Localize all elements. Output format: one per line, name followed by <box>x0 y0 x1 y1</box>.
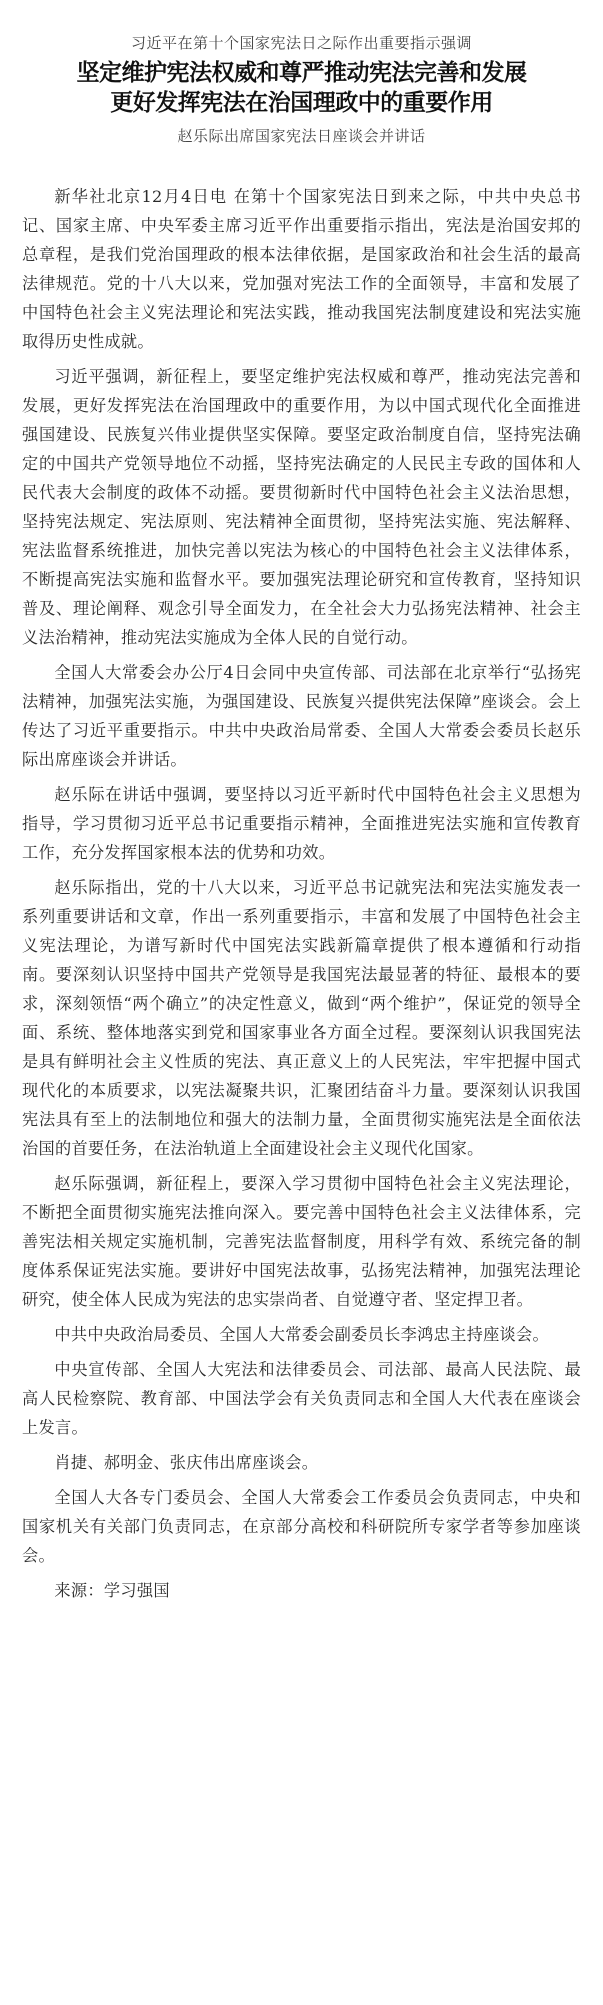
article-body <box>22 182 581 1605</box>
article-kicker: 习近平在第十个国家宪法日之际作出重要指示强调 <box>130 34 472 52</box>
paragraph: 赵乐际在讲话中强调，要坚持以习近平新时代中国特色社会主义思想为指导，学习贯彻习近平总书记重要指示精神，全面推进宪法实施和宣传教育工作，充分发挥国家根本法的优势和功效。 <box>22 785 581 862</box>
paragraph: 中共中央政治局委员、全国人大常委会副委员长李鸿忠主持座谈会。 <box>54 1325 550 1344</box>
headline-line-1: 坚定维护宪法权威和尊严推动宪法完善和发展 <box>76 60 527 86</box>
article-headline <box>22 58 581 118</box>
paragraph: 肖捷、郝明金、张庆伟出席座谈会。 <box>54 1453 319 1472</box>
article-subhead: 赵乐际出席国家宪法日座谈会并讲话 <box>177 127 426 145</box>
paragraph: 习近平强调，新征程上，要坚定维护宪法权威和尊严，推动宪法完善和发展，更好发挥宪法在治国理政中的重要作用，为以中国式现代化全面推进强国建设、民族复兴伟业提供坚实保障。要坚定政治制度自信，坚持宪法确定的中国共产党领导地位不动摇，坚持宪法确定的人民民主专政的国体和人民代表大会制度的政体不动摇。要贯彻新时代中国特色社会主义法治思想，坚持宪法规定、宪法原则、宪法精神全面贯彻，坚持宪法实施、宪法解释、宪法监督系统推进，加快完善以宪法为核心的中国特色社会主义法律体系，不断提高宪法实施和监督水平。要加强宪法理论研究和宣传教育，坚持知识普及、理论阐释、观念引导全面发力，在全社会大力弘扬宪法精神、社会主义法治精神，推动宪法实施成为全体人民的自觉行动。 <box>22 367 581 647</box>
paragraph: 全国人大各专门委员会、全国人大常委会工作委员会负责同志，中央和国家机关有关部门负责同志，在京部分高校和科研院所专家学者等参加座谈会。 <box>22 1488 581 1565</box>
paragraph: 赵乐际指出，党的十八大以来，习近平总书记就宪法和宪法实施发表一系列重要讲话和文章，作出一系列重要指示，丰富和发展了中国特色社会主义宪法理论，为谱写新时代中国宪法实践新篇章提供了根本遵循和行动指南。要深刻认识坚持中国共产党领导是我国宪法最显著的特征、最根本的要求，深刻领悟“两个确立”的决定性意义，做到“两个维护”，保证党的领导全面、系统、整体地落实到党和国家事业各方面全过程。要深刻认识我国宪法是具有鲜明社会主义性质的宪法、真正意义上的人民宪法，牢牢把握中国式现代化的本质要求，以宪法凝聚共识，汇聚团结奋斗力量。要深刻认识我国宪法具有至上的法制地位和强大的法制力量，全面贯彻实施宪法是全面依法治国的首要任务，在法治轨道上全面建设社会主义现代化国家。 <box>22 878 581 1158</box>
paragraph: 赵乐际强调，新征程上，要深入学习贯彻中国特色社会主义宪法理论，不断把全面贯彻实施宪法推向深入。要完善中国特色社会主义法律体系，完善宪法相关规定实施机制，完善宪法监督制度，用科学有效、系统完备的制度体系保证宪法实施。要讲好中国宪法故事，弘扬宪法精神，加强宪法理论研究，使全体人民成为宪法的忠实崇尚者、自觉遵守者、坚定捍卫者。 <box>22 1174 581 1309</box>
paragraph-dateline: 新华社北京12月4日电 在第十个国家宪法日到来之际，中共中央总书记、国家主席、中央军委主席习近平作出重要指示指出，宪法是治国安邦的总章程，是我们党治国理政的根本法律依据，是国家政治和社会生活的最高法律规范。党的十八大以来，党加强对宪法工作的全面领导，丰富和发展了中国特色社会主义宪法理论和宪法实践，推动我国宪法制度建设和宪法实施取得历史性成就。 <box>22 187 581 351</box>
paragraph: 中央宣传部、全国人大宪法和法律委员会、司法部、最高人民法院、最高人民检察院、教育部、中国法学会有关负责同志和全国人大代表在座谈会上发言。 <box>22 1360 581 1437</box>
headline-line-2: 更好发挥宪法在治国理政中的重要作用 <box>110 90 493 116</box>
paragraph: 全国人大常委会办公厅4日会同中央宣传部、司法部在北京举行“弘扬宪法精神，加强宪法实施，为强国建设、民族复兴提供宪法保障”座谈会。会上传达了习近平重要指示。中共中央政治局常委、全国人大常委会委员长赵乐际出席座谈会并讲话。 <box>22 663 581 769</box>
article-source: 来源：学习强国 <box>54 1581 170 1600</box>
